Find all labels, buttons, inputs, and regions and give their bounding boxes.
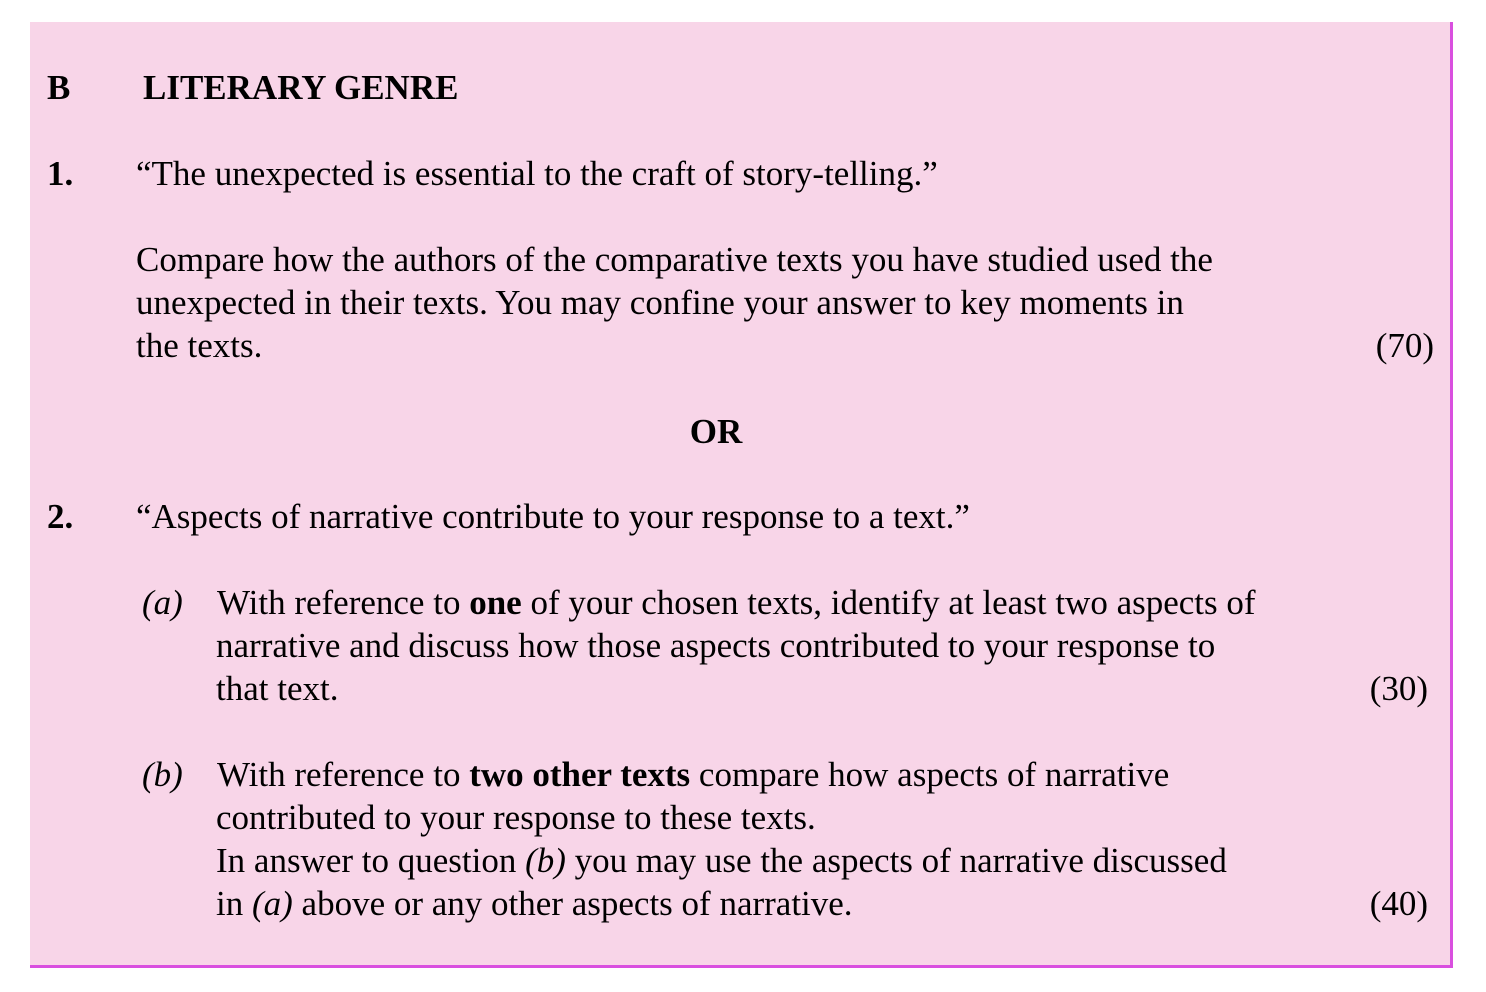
question-1-line-1: Compare how the authors of the comparative texts you have studied used the: [136, 240, 1213, 279]
question-panel: [30, 22, 1453, 968]
question-1-line-2: unexpected in their texts. You may confine your answer to key moments in: [136, 283, 1184, 322]
part-b-line-3-post: you may use the aspects of narrative discussed: [565, 841, 1227, 880]
question-1-number: 1.: [47, 154, 74, 193]
part-b-line-4-pre: in: [216, 884, 252, 923]
part-a-line-2: narrative and discuss how those aspects contributed to your response to: [216, 626, 1216, 665]
question-2-quote: “Aspects of narrative contribute to your response to a text.”: [136, 497, 970, 536]
or-divider: OR: [689, 412, 743, 451]
part-a-label: (a): [142, 583, 183, 622]
part-b-line-4-post: above or any other aspects of narrative.: [292, 884, 853, 923]
part-b-marks: (40): [1369, 884, 1428, 923]
part-a-line-1-pre: With reference to: [217, 583, 470, 622]
part-b-line-1-bold: two other texts: [469, 755, 691, 794]
part-b-line-4-italic: (a): [251, 884, 293, 923]
part-b-label: (b): [142, 755, 183, 794]
part-b-line-1-pre: With reference to: [217, 755, 470, 794]
part-b-line-3-pre: In answer to question: [216, 841, 526, 880]
part-a-marks: (30): [1369, 669, 1428, 708]
part-b-line-2: contributed to your response to these texts.: [216, 798, 816, 837]
question-1-quote: “The unexpected is essential to the craft of story-telling.”: [136, 154, 938, 193]
part-a-line-1-post: of your chosen texts, identify at least two aspects of: [521, 583, 1256, 622]
part-b-line-1: [217, 753, 1169, 796]
section-title: LITERARY GENRE: [143, 68, 459, 107]
question-2-number: 2.: [47, 497, 74, 536]
part-a-line-3: that text.: [216, 669, 339, 708]
question-1-marks: (70): [1375, 326, 1434, 365]
part-b-line-1-post: compare how aspects of narrative: [690, 755, 1170, 794]
section-letter: B: [47, 68, 71, 107]
part-b-line-3-italic: (b): [525, 841, 566, 880]
part-b-line-4: [216, 882, 853, 925]
question-1-line-3: the texts.: [136, 326, 263, 365]
part-a-line-1: [217, 581, 1256, 624]
part-b-line-3: [216, 839, 1227, 882]
part-a-line-1-bold: one: [469, 583, 522, 622]
